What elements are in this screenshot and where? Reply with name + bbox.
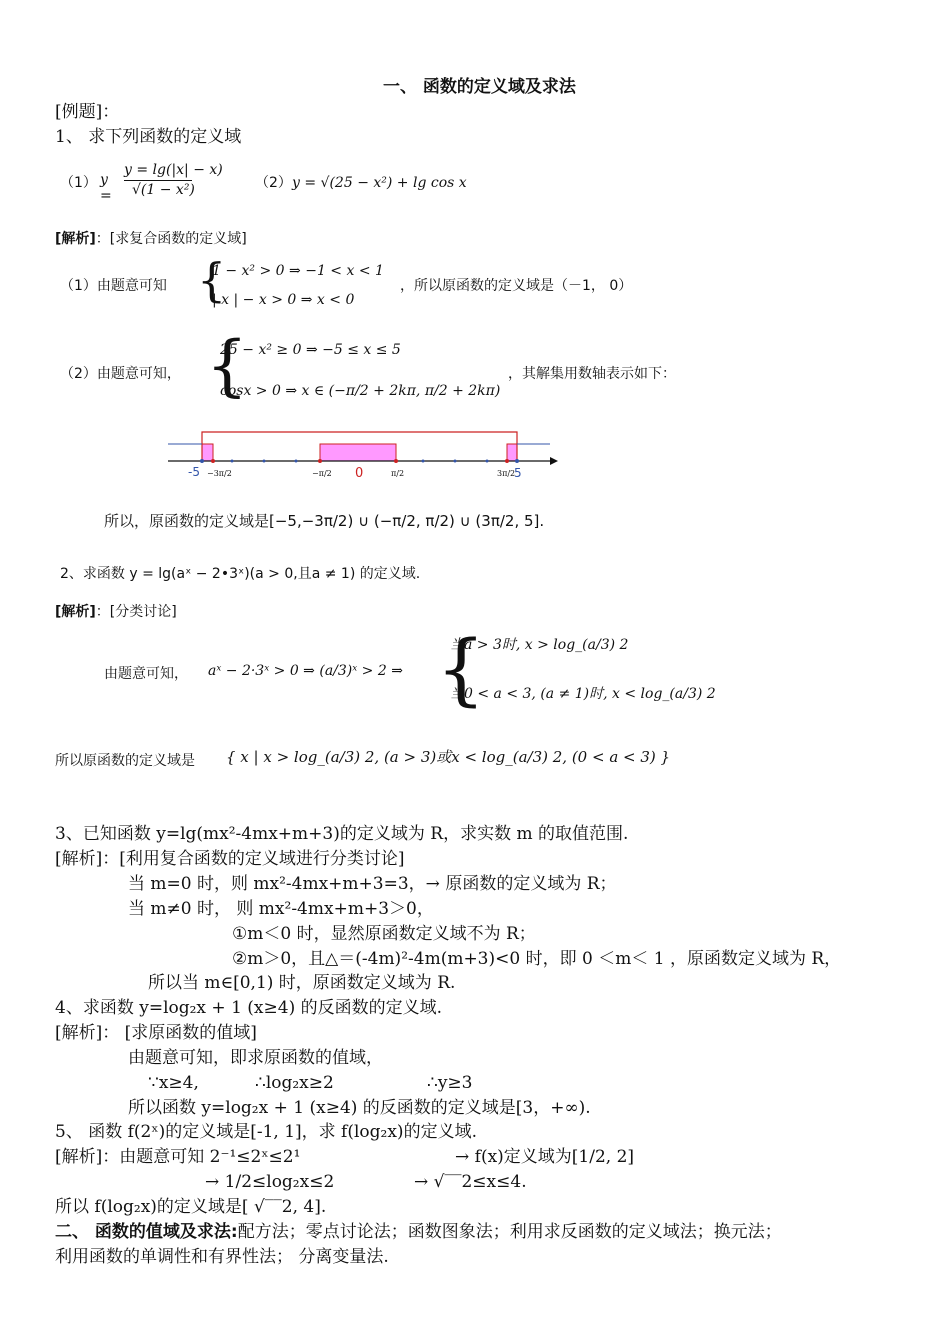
q1-p1-brace: {: [197, 253, 227, 307]
q1-p2-sys2: cosx > 0 ⇒ x ∈ (−π/2 + 2kπ, π/2 + 2kπ): [220, 383, 501, 399]
interval-middle: [320, 444, 396, 461]
label-zero: 0: [355, 466, 364, 481]
sec2-line2: 利用函数的单调性和有界性法； 分离变量法.: [55, 1247, 389, 1267]
q3-line2: 当 m≠0 时， 则 mx²-4mx+m+3＞0，: [128, 899, 434, 919]
q4-line3: 所以函数 y=log₂x + 1 (x≥4) 的反函数的定义域是[3，+∞).: [128, 1098, 591, 1118]
q3-line5: 所以当 m∈[0,1) 时，原函数定义域为 R.: [148, 973, 456, 993]
sec2-line1: 二、 函数的值域及求法:配方法；零点讨论法；函数图象法；利用求反函数的定义域法；换元法；: [55, 1222, 782, 1242]
label-p5: 5: [514, 466, 522, 480]
examples-label: [例题]：: [55, 102, 120, 122]
q3-line1: 当 m=0 时，则 mx²-4mx+m+3=3，→ 原函数的定义域为 R；: [128, 874, 617, 894]
q3-line3: ①m＜0 时，显然原函数定义域不为 R；: [232, 924, 536, 944]
q4-line2b: ∴log₂x≥2: [255, 1073, 334, 1093]
q5-label: 5、 函数 f(2ˣ)的定义域是[-1, 1]，求 f(log₂x)的定义域.: [55, 1122, 477, 1142]
q3-label: 3、已知函数 y=lg(mx²-4mx+m+3)的定义域为 R，求实数 m 的取值范围.: [55, 824, 629, 844]
page-title: 一、 函数的定义域及求法: [383, 77, 576, 97]
q5-line2b: → √‾‾2≤x≤4.: [414, 1172, 527, 1192]
q4-analysis: [解析]： [求原函数的值域]: [55, 1023, 257, 1043]
q1-p1-sys1: 1 − x² > 0 ⇒ −1 < x < 1: [212, 263, 384, 279]
q3-analysis: [解析]：[利用复合函数的定义域进行分类讨论]: [55, 849, 405, 869]
label-pi2: π/2: [391, 469, 405, 478]
q2-label: 2、求函数 y = lg(aˣ − 2•3ˣ)(a > 0,且a ≠ 1) 的定义域.: [60, 566, 421, 582]
label-p3pi2: 3π/2: [497, 469, 516, 478]
q2-case2: 当0 < a < 3, (a ≠ 1)时, x < log_(a/3) 2: [450, 686, 716, 702]
sec2-title: 二、 函数的值域及求法:: [55, 1222, 238, 1242]
q5-line1b: → f(x)定义域为[1/2, 2]: [455, 1147, 635, 1167]
q1-p2-intro: （2）由题意可知，: [60, 366, 181, 382]
q1-p1-intro: （1）由题意可知: [60, 278, 167, 294]
point-p5: [515, 459, 519, 463]
q3-line4: ②m＞0，且△＝(-4m)²-4m(m+3)<0 时，即 0 ＜m＜ 1 ，原函数定义域为 R，: [232, 949, 842, 969]
q1-analysis: [解析]：[求复合函数的定义域]: [55, 231, 247, 247]
q5-line2a: → 1/2≤log₂x≤2: [205, 1172, 335, 1192]
q2-brace: {: [436, 625, 486, 715]
q1-p1-result: ，所以原函数的定义域是（－1， 0）: [400, 278, 633, 294]
q1-f2-prefix: （2）: [255, 175, 292, 191]
q1-f1-prefix: （1）: [60, 175, 97, 191]
q4-line1: 由题意可知，即求原函数的值域，: [128, 1048, 383, 1068]
interval-left: [202, 444, 213, 461]
point-pi2: [394, 459, 398, 463]
q2-result: { x | x > log_(a/3) 2, (a > 3)或x < log_(a/3) 2, (0 < a < 3) }: [226, 748, 671, 766]
q2-result-prefix: 所以原函数的定义域是: [55, 753, 195, 769]
point-mpi2: [318, 459, 322, 463]
q1-p2-tail: ，其解集用数轴表示如下：: [508, 366, 676, 382]
point-m3pi2: [211, 459, 215, 463]
interval-right: [507, 444, 517, 461]
q4-line2c: ∴y≥3: [427, 1073, 473, 1093]
q4-label: 4、求函数 y=log₂x + 1 (x≥4) 的反函数的定义域.: [55, 998, 443, 1018]
q1-conclusion: 所以，原函数的定义域是[−5,−3π/2) ∪ (−π/2, π/2) ∪ (3π/2, 5].: [104, 512, 545, 530]
q5-line3: 所以 f(log₂x)的定义域是[ √‾‾2, 4].: [55, 1197, 327, 1217]
q2-analysis: [解析]：[分类讨论]: [55, 604, 177, 620]
point-p3pi2: [505, 459, 509, 463]
q1-p1-sys2: | x | − x > 0 ⇒ x < 0: [212, 292, 355, 308]
q2-intro: 由题意可知，: [104, 666, 188, 682]
q1-p2-sys1: 25 − x² ≥ 0 ⇒ −5 ≤ x ≤ 5: [220, 342, 401, 358]
q4-line2a: ∵x≥4,: [148, 1073, 199, 1093]
label-m5: -5: [188, 465, 200, 479]
q2-expr: aˣ − 2·3ˣ > 0 ⇒ (a/3)ˣ > 2 ⇒: [208, 663, 403, 679]
label-mpi2: −π/2: [312, 469, 332, 478]
q2-case1: 当a > 3时, x > log_(a/3) 2: [450, 637, 629, 653]
axis-arrow: [550, 457, 558, 465]
point-m5: [200, 459, 204, 463]
number-line-diagram: [160, 424, 560, 486]
q5-line1a: [解析]：由题意可知 2⁻¹≤2ˣ≤2¹: [55, 1147, 301, 1167]
q1-f2-formula: y = √(25 − x²) + lg cos x: [292, 175, 467, 191]
label-m3pi2: −3π/2: [207, 469, 232, 478]
q1-label: 1、 求下列函数的定义域: [55, 127, 242, 147]
q1-p2-brace: {: [206, 327, 248, 404]
